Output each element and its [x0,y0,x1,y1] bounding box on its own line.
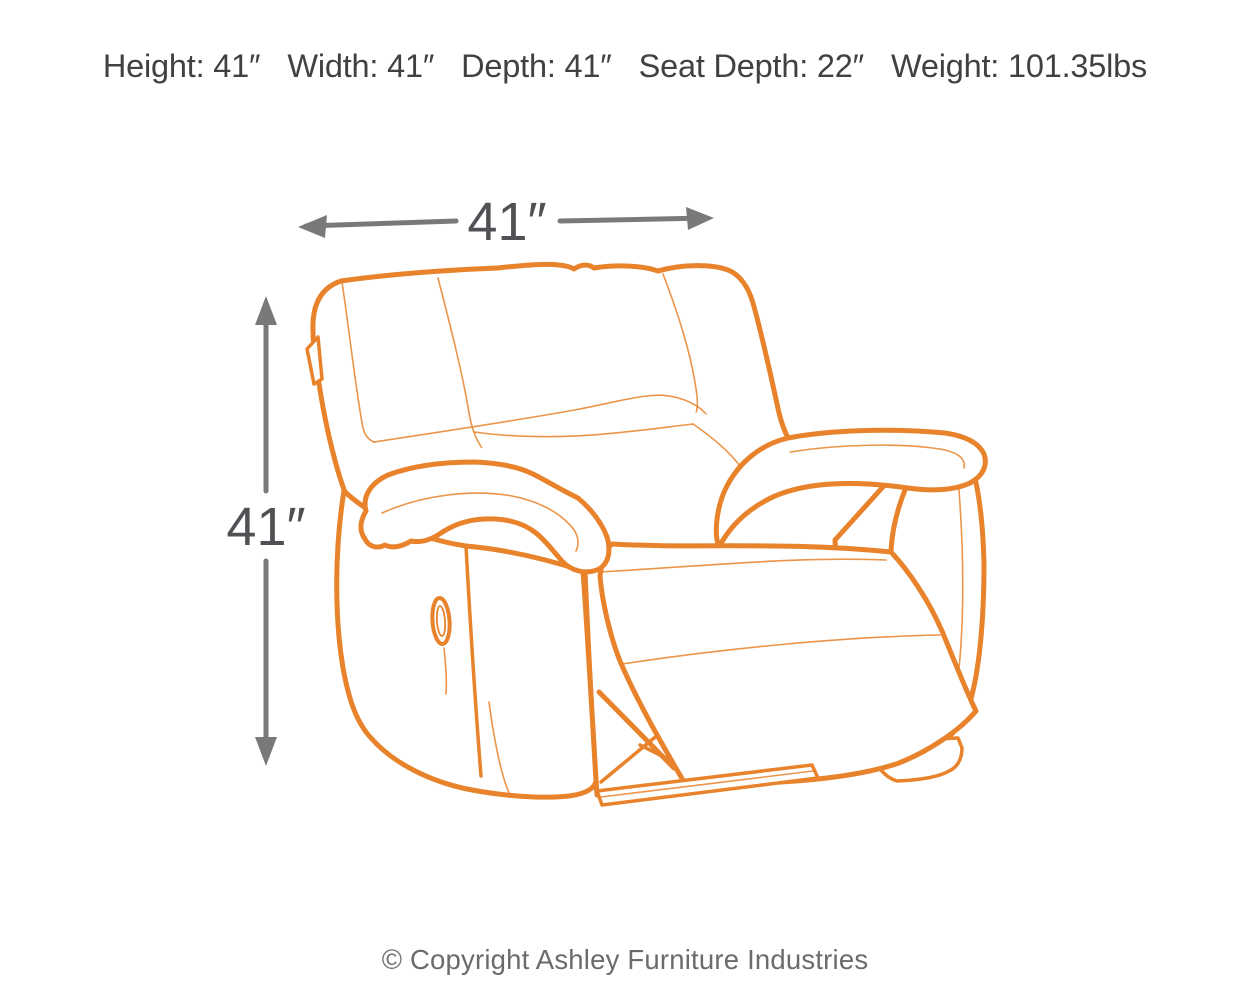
spec-weight: Weight: 101.35lbs [890,48,1148,84]
height-dimension [226,296,305,766]
width-arrow-left-head [298,215,327,238]
spec-height: Height: 41″ [102,48,261,84]
spec-seat-depth: Seat Depth: 22″ [638,48,864,84]
width-dimension-label: 41″ [467,192,547,252]
height-arrow-bottom-head [255,737,277,766]
spec-width: Width: 41″ [287,48,435,84]
backrest-wing-seam [307,337,322,384]
width-dimension [298,192,714,252]
width-arrow-right-head [686,207,714,230]
height-dimension-label: 41″ [226,497,306,557]
copyright-footer: © Copyright Ashley Furniture Industries [381,944,869,975]
width-arrow-left-shaft [306,221,456,226]
width-arrow-right-shaft [560,218,706,221]
spec-depth: Depth: 41″ [461,48,612,84]
power-button-icon [431,597,451,644]
